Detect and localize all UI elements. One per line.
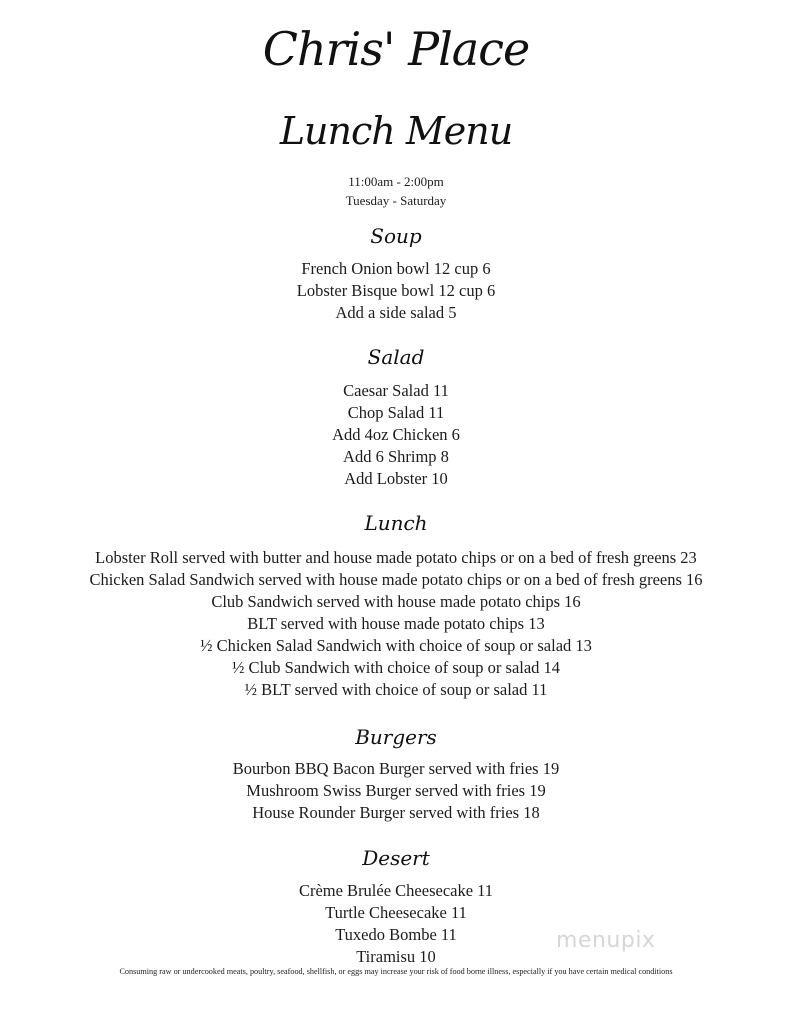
list-item: ½ BLT served with choice of soup or salad 11 (244, 680, 548, 699)
watermark-logo: menupix (556, 928, 656, 953)
dessert-list (0, 880, 792, 968)
section-heading-salad: Salad (367, 345, 425, 369)
hours-text: 11:00am - 2:00pm (348, 174, 444, 189)
list-item: Lobster Roll served with butter and house made potato chips or on a bed of fresh greens 23 (95, 548, 697, 567)
list-item: Club Sandwich served with house made potato chips 16 (211, 592, 581, 611)
salad-list (0, 380, 792, 490)
list-item: Chicken Salad Sandwich served with house made potato chips or on a bed of fresh greens 16 (89, 570, 703, 589)
list-item: Add Lobster 10 (344, 469, 448, 488)
list-item: Tuxedo Bombe 11 (335, 925, 457, 944)
list-item: Add a side salad 5 (335, 303, 457, 322)
section-heading-lunch: Lunch (364, 511, 428, 535)
burgers-list (0, 758, 792, 824)
list-item: Mushroom Swiss Burger served with fries 19 (246, 781, 546, 800)
restaurant-title: Chris' Place (262, 22, 530, 76)
section-heading-soup: Soup (370, 224, 422, 248)
list-item: Chop Salad 11 (347, 403, 445, 422)
soup-list (0, 258, 792, 324)
list-item: Add 6 Shrimp 8 (343, 447, 449, 466)
list-item: Crème Brulée Cheesecake 11 (298, 881, 494, 900)
list-item: Tiramisu 10 (356, 947, 436, 966)
list-item: ½ Chicken Salad Sandwich with choice of soup or salad 13 (200, 636, 592, 655)
list-item: Caesar Salad 11 (343, 381, 449, 400)
list-item: House Rounder Burger served with fries 18 (252, 803, 540, 822)
list-item: ½ Club Sandwich with choice of soup or salad 14 (231, 658, 561, 677)
list-item: BLT served with house made potato chips 13 (247, 614, 545, 633)
list-item: Bourbon BBQ Bacon Burger served with fries 19 (232, 759, 560, 778)
lunch-list (0, 547, 792, 701)
days-text: Tuesday - Saturday (345, 193, 447, 208)
list-item: Turtle Cheesecake 11 (325, 903, 467, 922)
list-item: French Onion bowl 12 cup 6 (301, 259, 491, 278)
section-heading-dessert: Desert (362, 846, 430, 870)
list-item: Add 4oz Chicken 6 (332, 425, 460, 444)
disclaimer-text: Consuming raw or undercooked meats, poultry, seafood, shellfish, or eggs may increase your risk of food borne illness, especially if you have certain medical conditions (119, 967, 673, 976)
list-item: Lobster Bisque bowl 12 cup 6 (296, 281, 496, 300)
section-heading-burgers: Burgers (355, 725, 437, 749)
menu-title: Lunch Menu (279, 109, 513, 153)
